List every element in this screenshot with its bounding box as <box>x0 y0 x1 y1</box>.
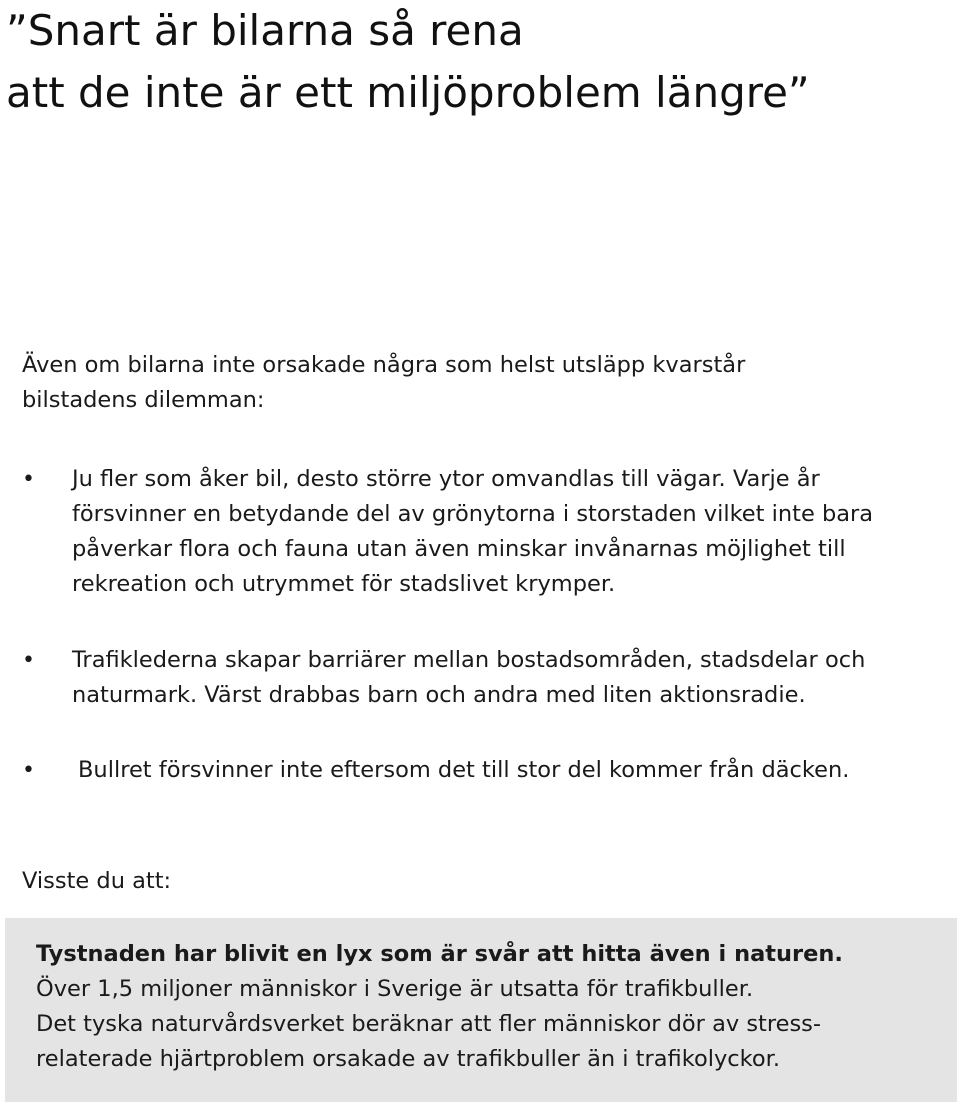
bullet-text <box>72 462 952 602</box>
bullet-line: rekreation och utrymmet för stadslivet krymper. <box>72 571 616 597</box>
intro-paragraph <box>22 348 942 418</box>
intro-line-1: Även om bilarna inte orsakade några som helst utsläpp kvarstår <box>22 352 746 378</box>
fact-box-content <box>36 937 946 1077</box>
title-line-1: ”Snart är bilarna så rena <box>6 6 524 55</box>
bullet-line: Trafiklederna skapar barriärer mellan bostadsområden, stadsdelar och <box>72 647 866 673</box>
page-title <box>6 0 946 124</box>
bullet-text <box>78 753 958 788</box>
bullet-line: försvinner en betydande del av grönytorna i storstaden vilket inte bara <box>72 501 874 527</box>
intro-line-2: bilstadens dilemman: <box>22 387 265 413</box>
bullet-line: naturmark. Värst drabbas barn och andra med liten aktionsradie. <box>72 682 806 708</box>
fact-box-line: Över 1,5 miljoner människor i Sverige är utsatta för trafikbuller. <box>36 976 754 1002</box>
bullet-line: Bullret försvinner inte eftersom det till stor del kommer från däcken. <box>78 757 850 783</box>
bullet-line: Ju fler som åker bil, desto större ytor omvandlas till vägar. Varje år <box>72 466 820 492</box>
bullet-icon: • <box>22 758 35 783</box>
bullet-icon: • <box>22 467 35 492</box>
fact-box-line: Det tyska naturvårdsverket beräknar att fler människor dör av stress- <box>36 1011 822 1037</box>
bullet-line: påverkar flora och fauna utan även minskar invånarnas möjlighet till <box>72 536 846 562</box>
fact-box-headline: Tystnaden har blivit en lyx som är svår att hitta även i naturen. <box>36 941 843 967</box>
fact-box <box>5 918 957 1102</box>
title-line-2: att de inte är ett miljöproblem längre” <box>6 68 810 117</box>
bullet-text <box>72 643 952 713</box>
fact-box-line: relaterade hjärtproblem orsakade av trafikbuller än i trafikolyckor. <box>36 1046 780 1072</box>
did-you-know-heading: Visste du att: <box>22 868 172 894</box>
bullet-icon: • <box>22 648 35 673</box>
